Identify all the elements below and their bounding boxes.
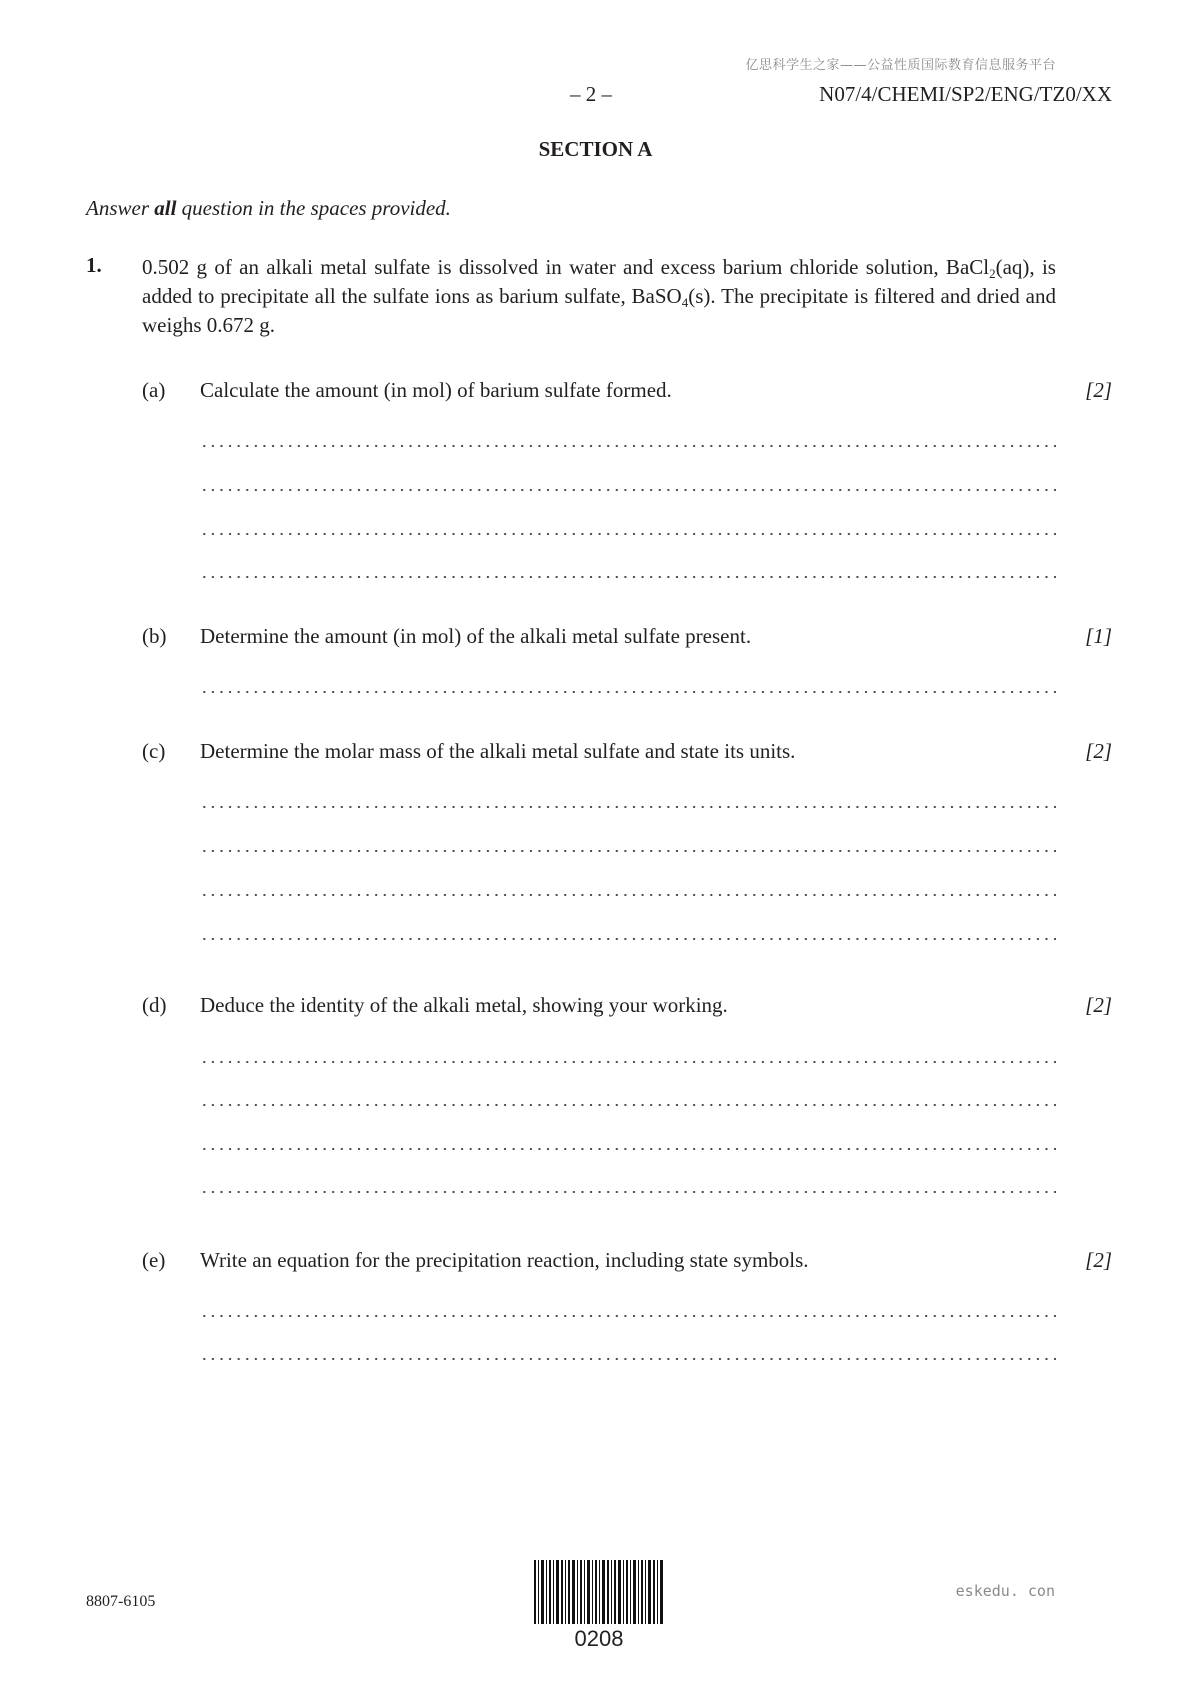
stem-subscript-1: 2 — [989, 266, 996, 281]
answer-line[interactable] — [200, 938, 1056, 940]
part-d-label: (d) — [142, 993, 167, 1017]
part-c-marks: [2] — [1085, 739, 1112, 763]
answer-line[interactable] — [200, 1061, 1056, 1063]
part-b-text: Determine the amount (in mol) of the alkali metal sulfate present. — [200, 624, 752, 648]
part-a-text: Calculate the amount (in mol) of barium sulfate formed. — [200, 378, 672, 402]
page-number: – 2 – — [570, 82, 612, 106]
answer-line[interactable] — [200, 533, 1056, 535]
part-a-marks: [2] — [1085, 378, 1112, 402]
instruction — [86, 196, 451, 221]
barcode — [532, 1560, 666, 1652]
answer-line[interactable] — [200, 1148, 1056, 1150]
barcode-icon — [532, 1560, 666, 1624]
stem-text-2: (aq), is added to precipitate all the sulfate ions as barium sulfate, BaSO — [142, 255, 1056, 308]
part-d-marks: [2] — [1085, 993, 1112, 1017]
answer-line[interactable] — [200, 576, 1056, 578]
stem-subscript-2: 4 — [681, 295, 689, 310]
part-d-text: Deduce the identity of the alkali metal, showing your working. — [200, 993, 728, 1017]
instruction-emphasis: all — [154, 196, 177, 220]
instruction-prefix: Answer — [86, 196, 155, 220]
barcode-number: 0208 — [574, 1626, 624, 1651]
answer-line[interactable] — [200, 1104, 1056, 1106]
watermark-text: 亿思科学生之家——公益性质国际教育信息服务平台 — [745, 58, 1056, 73]
stem-text-3: (s). The precipitate is filtered and dried and weighs 0.672 g. — [142, 284, 1056, 337]
instruction-suffix: question in the spaces provided. — [176, 196, 451, 220]
question-stem — [142, 253, 1056, 340]
part-c-label: (c) — [142, 739, 166, 763]
part-a-label: (a) — [142, 378, 166, 402]
answer-line[interactable] — [200, 691, 1056, 693]
answer-line[interactable] — [200, 1358, 1056, 1360]
answer-line[interactable] — [200, 1191, 1056, 1193]
part-e-marks: [2] — [1085, 1248, 1112, 1272]
footer-exam-code: 8807-6105 — [86, 1593, 156, 1610]
part-e-label: (e) — [142, 1248, 166, 1272]
answer-line[interactable] — [200, 1315, 1056, 1317]
answer-line[interactable] — [200, 489, 1056, 491]
question-number: 1. — [86, 253, 102, 277]
footer-site-text: eskedu. con — [955, 1582, 1055, 1600]
answer-line[interactable] — [200, 445, 1056, 447]
exam-reference-code: N07/4/CHEMI/SP2/ENG/TZ0/XX — [819, 82, 1112, 106]
answer-line[interactable] — [200, 850, 1056, 852]
answer-line[interactable] — [200, 894, 1056, 896]
part-b-label: (b) — [142, 624, 167, 648]
part-c-text: Determine the molar mass of the alkali metal sulfate and state its units. — [200, 739, 796, 763]
answer-line[interactable] — [200, 806, 1056, 808]
stem-text-1: 0.502 g of an alkali metal sulfate is dissolved in water and excess barium chloride solution, BaCl — [142, 255, 990, 279]
part-b-marks: [1] — [1085, 624, 1112, 648]
section-title: SECTION A — [538, 137, 653, 161]
part-e-text: Write an equation for the precipitation reaction, including state symbols. — [200, 1248, 809, 1272]
